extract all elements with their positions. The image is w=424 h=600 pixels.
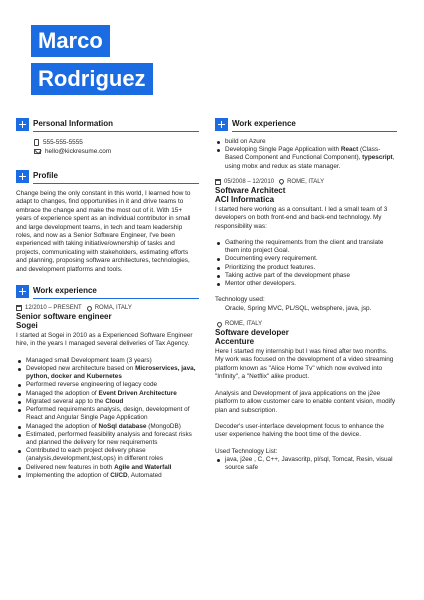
tech-label: Used Technology List: — [215, 447, 278, 455]
mail-icon — [34, 149, 41, 154]
tech-bullets — [215, 456, 397, 472]
job-meta — [16, 305, 199, 311]
company-name: ACI Informatica — [215, 194, 275, 204]
job-meta — [215, 321, 397, 327]
job-bullets — [16, 357, 199, 480]
job-paragraph: My work was focused on the development of a video streaming platform known as "Alice Home Tv" which now evolved into "Infinity", a "Netflix" alike product. — [215, 356, 394, 381]
job-paragraph: Analysis and Development of java applications on the j2ee platform to allow customer care to enable content vision, modify plan and subscription. — [215, 389, 396, 414]
section-work-experience — [16, 285, 199, 299]
bullet-item: Prioritizing the product features. — [215, 264, 397, 272]
section-title: Work experience — [232, 119, 296, 128]
job-title: Software developer — [215, 328, 289, 338]
section-title: Personal Information — [33, 119, 114, 128]
plus-square-icon — [215, 118, 228, 131]
section-work-experience-continued — [215, 118, 397, 132]
email-row — [34, 147, 199, 156]
plus-square-icon — [16, 170, 29, 183]
email-address[interactable]: hello@kickresume.com — [45, 148, 112, 155]
job-date: 05/2008 – 12/2010 — [224, 178, 275, 185]
section-title: Profile — [33, 171, 58, 180]
bullet-item: Managed the adoption of NoSql database (MongoDB) — [16, 423, 199, 431]
continued-bullets — [215, 138, 397, 171]
section-title: Work experience — [33, 286, 97, 296]
phone-number[interactable]: 555-555-5555 — [43, 139, 83, 146]
phone-icon — [34, 139, 39, 146]
job-title: Senior software engineer — [16, 312, 112, 322]
job-location: ROME, ITALY — [287, 178, 325, 185]
location-pin-icon — [216, 321, 223, 328]
bullet-item: Contributed to each project delivery phase (analysis,development,test,ops) in different roles — [16, 447, 199, 463]
tech-list: Oracle, Spring MVC, PL/SQL, websphere, java, jsp. — [225, 304, 372, 312]
job-bullets — [215, 239, 397, 288]
job-date: 12/2010 – PRESENT — [25, 305, 82, 312]
company-name: Sogei — [16, 321, 38, 331]
job-intro: I started at Sogei in 2010 as a Experienced Software Engineer hire, in the years I managed several deliveries of Tax Agency. — [16, 332, 193, 348]
section-personal-information — [16, 118, 199, 132]
bullet-item: Performed reverse engineering of legacy code — [16, 381, 199, 389]
location-pin-icon — [86, 305, 93, 312]
plus-square-icon — [16, 285, 29, 298]
last-name: Rodriguez — [31, 63, 153, 95]
job-intro: I started here working as a consultant. I led a small team of 3 developers on both front-end and back-end technology. My responsibility was: — [215, 205, 388, 230]
job-title: Software Architect — [215, 185, 286, 195]
profile-text: Change being the only constant in this world, I learned how to adapt to changes, find opportunities in it and drive teams to embrace the change and make the most out of it. With 15+ years of experience spent as an individual contributor in small and large development teams, in tech and team leadership roles, and now as a Senior Software Engineer, I've been experienced with taking initiative/ownership of tasks and projects, communicating with stakeholders, estimating efforts and planning, proposing software architectures, technologies, and development platforms and tools. — [16, 190, 191, 273]
plus-square-icon — [16, 118, 29, 131]
bullet-item: java, j2ee , C, C++, Javascritp, pl/sql, Tomcat, Resin, visual source safe — [215, 456, 397, 472]
bullet-item: Estimated, performed feasibility analysis and forecast risks and planned the delivery for new requirements — [16, 431, 199, 447]
job-location: ROMA, ITALY — [94, 305, 132, 312]
bullet-item: build on Azure — [215, 138, 397, 146]
right-column — [215, 118, 397, 473]
contact-info — [16, 138, 199, 156]
section-divider — [33, 298, 199, 299]
bullet-item: Documenting every requirement. — [215, 255, 397, 263]
section-divider — [232, 131, 397, 132]
phone-row — [34, 138, 199, 147]
bullet-item: Developed new architecture based on Microservices, java, python, docker and Kubernetes — [16, 365, 199, 381]
bullet-item: Mentor other developers. — [215, 280, 397, 288]
tech-label: Technology used: — [215, 296, 265, 304]
bullet-item: Migrated several app to the Cloud — [16, 398, 199, 406]
job-meta — [215, 179, 397, 185]
section-profile — [16, 170, 199, 184]
job-paragraph: Decoder's user-interface development focus to enhance the user experience halving the boot time of the device. — [215, 422, 384, 439]
name-header — [31, 25, 153, 101]
bullet-item: Taking active part of the development phase — [215, 272, 397, 280]
bullet-item: Performed requirements analysis, design, development of React and Angular Single Page Application — [16, 406, 199, 422]
job-location: ROME, ITALY — [225, 321, 263, 328]
section-divider — [33, 183, 199, 184]
location-pin-icon — [278, 178, 285, 185]
section-divider — [33, 131, 199, 132]
job-paragraph: Here I started my internship but I was hired after two months. — [215, 348, 388, 356]
bullet-item: Delivered new features in both Agile and Waterfall — [16, 464, 199, 472]
bullet-item: Managed the adoption of Event Driven Architecture — [16, 390, 199, 398]
first-name: Marco — [31, 25, 110, 57]
bullet-item: Gathering the requirements from the client and translate them into project Goal. — [215, 239, 397, 255]
bullet-item: Managed small Development team (3 years) — [16, 357, 199, 365]
bullet-item: Implementing the adoption of CI/CD, Automated — [16, 472, 199, 480]
company-name: Accenture — [215, 337, 255, 347]
left-column — [16, 118, 199, 480]
calendar-icon — [16, 305, 22, 311]
bullet-item: Developing Single Page Application with React (Class-Based Component and Functional Component), typescript, using mobx and redux as state manager. — [215, 146, 397, 171]
calendar-icon — [215, 179, 221, 185]
